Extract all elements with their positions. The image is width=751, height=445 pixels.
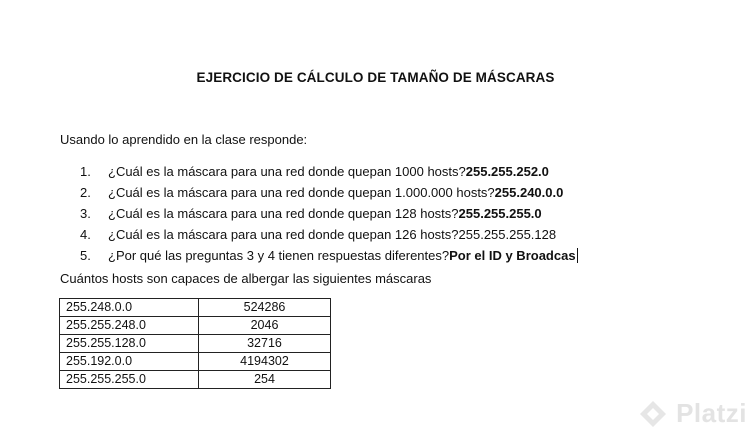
table-row (60, 299, 331, 317)
platzi-logo-icon (638, 399, 668, 429)
question-text: ¿Cuál es la máscara para una red donde quepan 126 hosts? (108, 227, 459, 242)
mask-cell[interactable]: 255.248.0.0 (60, 299, 199, 317)
mask-cell[interactable]: 255.255.248.0 (60, 317, 199, 335)
table-heading: Cuántos hosts son capaces de albergar las siguientes máscaras (60, 271, 432, 286)
mask-cell[interactable]: 255.192.0.0 (60, 353, 199, 371)
hosts-cell[interactable]: 2046 (199, 317, 331, 335)
question-answer: 255.255.255.0 (458, 206, 542, 221)
table-row (60, 335, 331, 353)
hosts-cell[interactable]: 32716 (199, 335, 331, 353)
platzi-watermark (638, 398, 747, 429)
table-row (60, 371, 331, 389)
text-cursor (577, 248, 578, 263)
table-row (60, 317, 331, 335)
hosts-cell[interactable]: 4194302 (199, 353, 331, 371)
question-number: 5. (80, 248, 91, 263)
intro-text: Usando lo aprendido en la clase responde: (60, 132, 308, 147)
questions-list (80, 161, 578, 266)
hosts-cell[interactable]: 524286 (199, 299, 331, 317)
question-item (80, 182, 578, 203)
mask-cell[interactable]: 255.255.255.0 (60, 371, 199, 389)
question-answer[interactable]: Por el ID y Broadcas (449, 248, 576, 263)
question-answer: 255.240.0.0 (494, 185, 564, 200)
question-number: 1. (80, 164, 91, 179)
question-item (80, 245, 578, 266)
question-item (80, 203, 578, 224)
question-number: 4. (80, 227, 91, 242)
question-number: 2. (80, 185, 91, 200)
hosts-cell[interactable]: 254 (199, 371, 331, 389)
question-answer: 255.255.255.128 (458, 227, 557, 242)
masks-table (59, 298, 331, 389)
mask-cell[interactable]: 255.255.128.0 (60, 335, 199, 353)
question-number: 3. (80, 206, 91, 221)
question-item (80, 224, 578, 245)
question-answer: 255.255.252.0 (465, 164, 549, 179)
question-text: ¿Por qué las preguntas 3 y 4 tienen respuestas diferentes? (108, 248, 450, 263)
question-text: ¿Cuál es la máscara para una red donde quepan 128 hosts? (108, 206, 459, 221)
question-text: ¿Cuál es la máscara para una red donde quepan 1000 hosts? (108, 164, 466, 179)
question-item (80, 161, 578, 182)
watermark-text: Platzi (676, 398, 747, 428)
document-title: EJERCICIO DE CÁLCULO DE TAMAÑO DE MÁSCARAS (196, 70, 555, 85)
question-text: ¿Cuál es la máscara para una red donde quepan 1.000.000 hosts? (108, 185, 495, 200)
table-row (60, 353, 331, 371)
